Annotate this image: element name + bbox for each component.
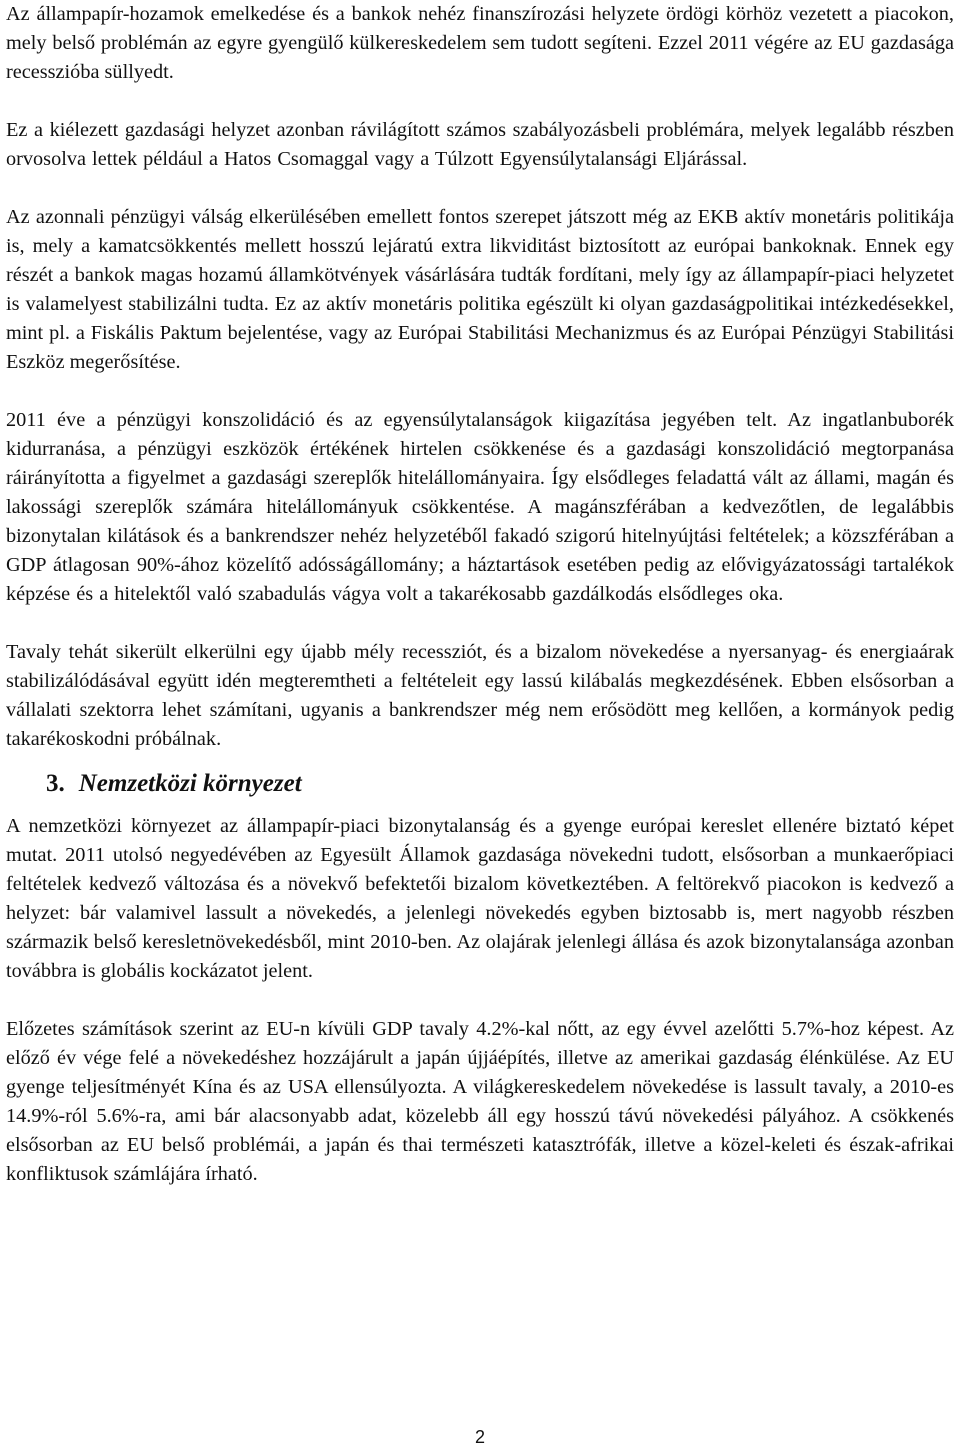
document-body [6, 0, 954, 1189]
paragraph-gap [6, 87, 954, 116]
paragraph-gap [6, 609, 954, 638]
paragraph-gap [6, 986, 954, 1015]
paragraph-gap [6, 174, 954, 203]
section-heading [6, 754, 954, 812]
paragraph-gdp-estimates: Előzetes számítások szerint az EU-n kívüli GDP tavaly 4.2%-kal nőtt, az egy évvel azelőtti 5.7%-hoz képest. Az előző év vége felé a növekedéshez hozzájárult a japán újjáépítés, illetve az amerikai gazdaság élénkülése. Az EU gyenge teljesítményét Kína és az USA ellensúlyozta. A világkereskedelem növekedése is lassult tavaly, a 2010-es 14.9%-ról 5.6%-ra, ami bár alacsonyabb adat, közelebb áll egy hosszú távú növekedési pályához. A csökkenés elsősorban az EU belső problémái, a japán és thai természeti katasztrófák, illetve a közel-keleti és észak-afrikai konfliktusok számlájára írható. [6, 1018, 954, 1185]
paragraph-ecb-policy: Az azonnali pénzügyi válság elkerülésében emellett fontos szerepet játszott még az EKB aktív monetáris politikája is, mely a kamatcsökkentés mellett hosszú lejáratú extra likviditást biztosított az európai bankoknak. Ennek egy részét a bankok magas hozamú államkötvények vásárlására tudták fordítani, mely így az állampapír-piaci helyzetet is valamelyest stabilizálni tudta. Ez az aktív monetáris politika egészült ki olyan gazdaságpolitikai intézkedésekkel, mint pl. a Fiskális Paktum bejelentése, vagy az Európai Stabilitási Mechanizmus és az Európai Pénzügyi Stabilitási Eszköz megerősítése. [6, 206, 954, 373]
paragraph-gap [6, 377, 954, 406]
paragraph-recession-avoided: Tavaly tehát sikerült elkerülni egy újabb mély recessziót, és a bizalom növekedése a nyersanyag- és energiaárak stabilizálódásával együtt idén megteremtheti a feltételeit egy lassú kilábalás megkezdésének. Ebben elsősorban a vállalati szektorra lehet számítani, ugyanis a bankrendszer még nem erősödött meg kellően, a kormányok pedig takarékoskodni próbálnak. [6, 641, 954, 750]
paragraph-international-environment: A nemzetközi környezet az állampapír-piaci bizonytalanság és a gyenge európai kereslet ellenére biztató képet mutat. 2011 utolsó negyedévében az Egyesült Államok gazdasága növekedni tudott, elsősorban a munkaerőpiaci feltételek kedvező változása és a növekvő befektetői bizalom következtében. A feltörekvő piacokon is kedvező a helyzet: bár valamivel lassult a növekedés, a jelenlegi növekedés egyben biztosabb is, mert nagyobb részben származik belső keresletnövekedésből, mint 2010-ben. Az olajárak jelenlegi állása és azok bizonytalansága azonban továbbra is globális kockázatot jelent. [6, 815, 954, 982]
paragraph-regulation: Ez a kiélezett gazdasági helyzet azonban rávilágított számos szabályozásbeli problémára, melyek legalább részben orvosolva lettek például a Hatos Csomaggal vagy a Túlzott Egyensúlytalansági Eljárással. [6, 119, 954, 170]
paragraph-consolidation: 2011 éve a pénzügyi konszolidáció és az egyensúlytalanságok kiigazítása jegyében telt. Az ingatlanbuborék kidurranása, a pénzügyi eszközök értékének hirtelen csökkenése és a gazdasági konszolidáció megtorpanása ráirányította a figyelmet a gazdasági szereplők hitelállományaira. Így elsődleges feladattá vált az állami, magán és lakossági szereplők számára hitelállományuk csökkentése. A magánszférában a kedvezőtlen, de legalábbis bizonytalan kilátások és a bankrendszer nehéz helyzetéből fakadó szigorú hitelnyújtási feltételek; a közszférában a GDP átlagosan 90%-ához közelítő adósságállomány; a háztartások esetében pedig az elővigyázatossági tartalékok képzése és a hitelektől való szabadulás vágya volt a takarékosabb gazdálkodás elsődleges oka. [6, 409, 954, 605]
section-number: 3. [46, 769, 65, 797]
page-number: 2 [474, 1427, 485, 1447]
section-title: Nemzetközi környezet [78, 769, 302, 797]
paragraph-bond-yields: Az állampapír-hozamok emelkedése és a bankok nehéz finanszírozási helyzete ördögi körhöz vezetett a piacokon, mely belső problémán az egyre gyengülő külkereskedelem sem tudott segíteni. Ezzel 2011 végére az EU gazdasága recesszióba süllyedt. [6, 3, 954, 83]
